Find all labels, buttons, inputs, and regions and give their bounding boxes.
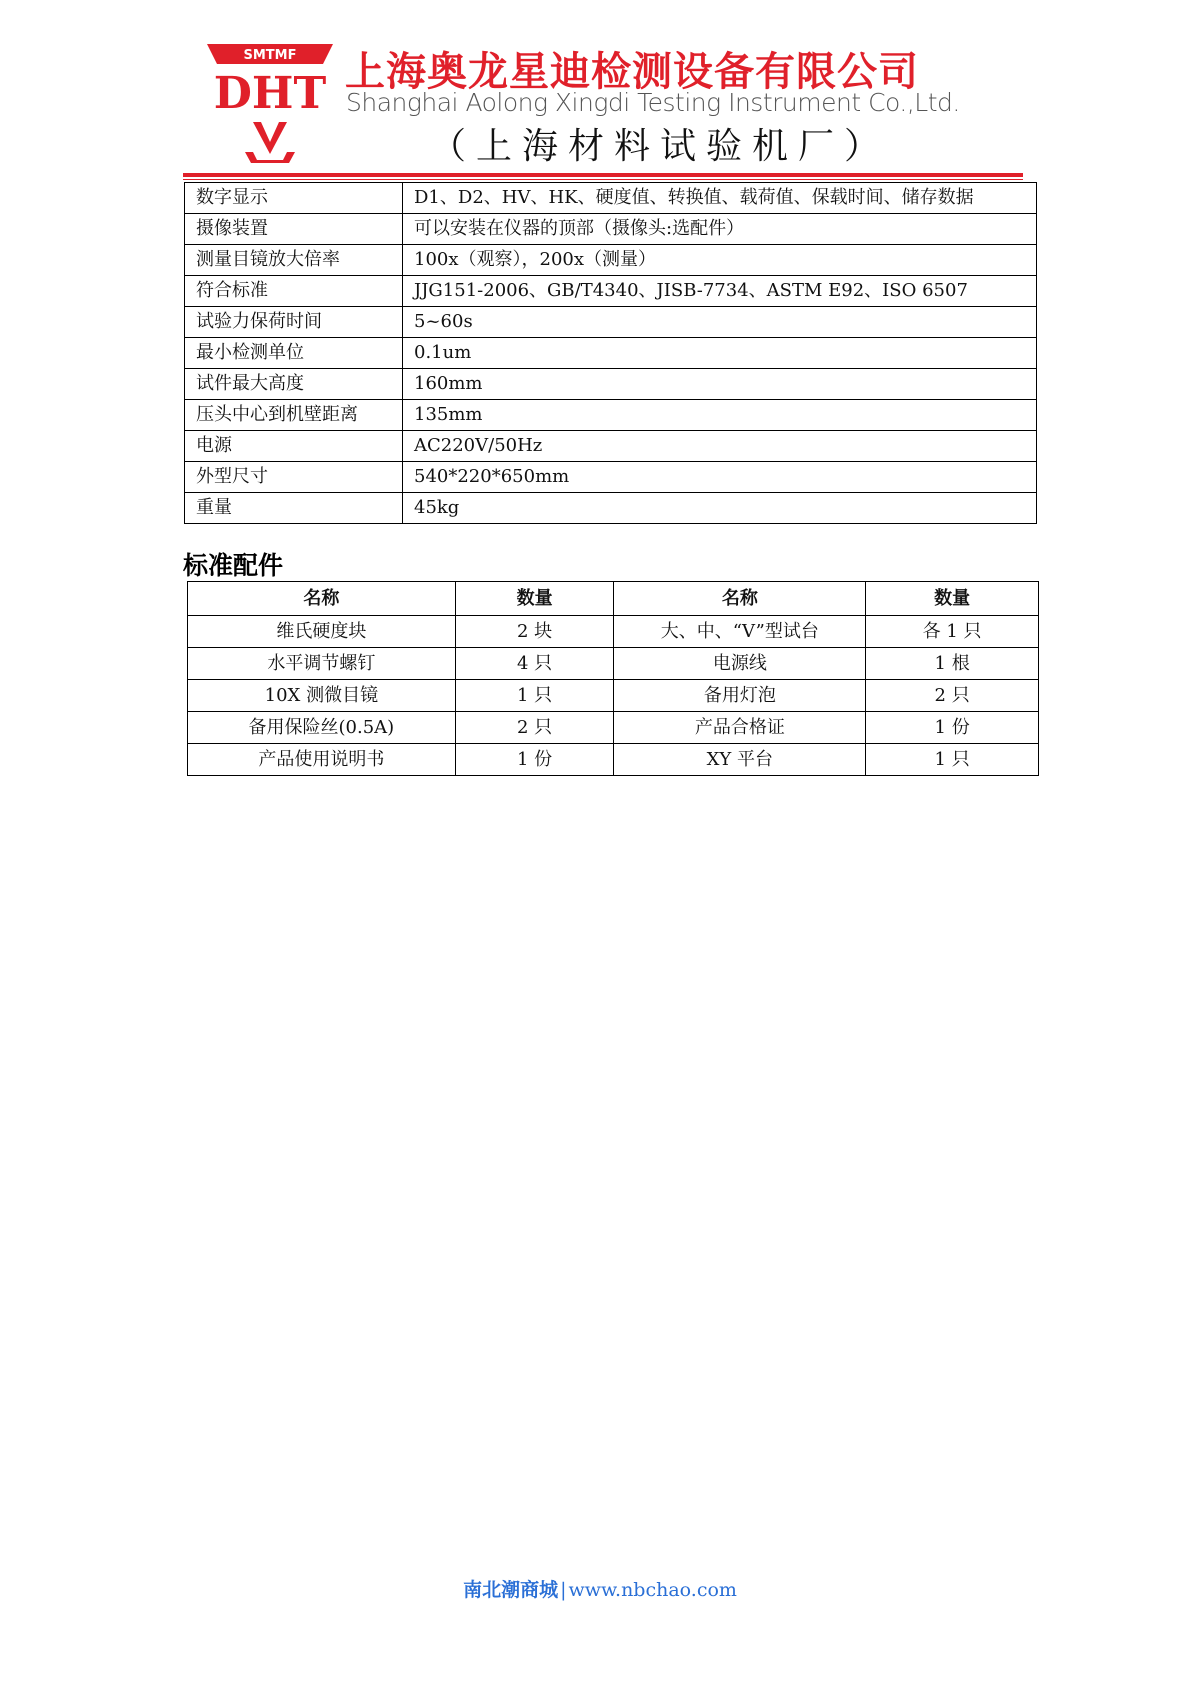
table-cell: 维氏硬度块 <box>188 616 456 648</box>
table-cell: 1 只 <box>455 680 614 712</box>
accessories-table <box>187 581 1039 776</box>
table-cell: 1 份 <box>455 744 614 776</box>
table-cell: XY 平台 <box>614 744 866 776</box>
spec-value: D1、D2、HV、HK、硬度值、转换值、载荷值、保载时间、储存数据 <box>403 183 1037 214</box>
table-row <box>188 712 1039 744</box>
table-row <box>185 369 1037 400</box>
spec-key: 测量目镜放大倍率 <box>185 245 403 276</box>
table-cell: 各 1 只 <box>866 616 1039 648</box>
spec-table <box>184 182 1037 524</box>
logo-top-text: SMTMF <box>243 48 297 63</box>
spec-value: 可以安装在仪器的顶部（摄像头:选配件） <box>403 214 1037 245</box>
table-row <box>185 214 1037 245</box>
spec-value: AC220V/50Hz <box>403 431 1037 462</box>
spec-key: 试验力保荷时间 <box>185 307 403 338</box>
spec-value: 540*220*650mm <box>403 462 1037 493</box>
spec-value: 45kg <box>403 493 1037 524</box>
footer-separator: | <box>560 1579 567 1601</box>
table-row <box>188 616 1039 648</box>
factory-name: （上海材料试验机厂） <box>430 126 891 167</box>
spec-key: 摄像装置 <box>185 214 403 245</box>
spec-value: 5~60s <box>403 307 1037 338</box>
spec-key: 数字显示 <box>185 183 403 214</box>
table-row <box>185 307 1037 338</box>
letterhead <box>0 0 1200 190</box>
spec-value: 100x（观察），200x（测量） <box>403 245 1037 276</box>
table-row <box>185 276 1037 307</box>
table-cell: 2 块 <box>455 616 614 648</box>
table-cell: 4 只 <box>455 648 614 680</box>
table-cell: 产品使用说明书 <box>188 744 456 776</box>
table-cell: 1 只 <box>866 744 1039 776</box>
table-cell: 10X 测微目镜 <box>188 680 456 712</box>
header-divider <box>183 173 1023 177</box>
spec-key: 重量 <box>185 493 403 524</box>
page-footer <box>0 1575 1200 1602</box>
table-row <box>188 744 1039 776</box>
spec-key: 试件最大高度 <box>185 369 403 400</box>
spec-key: 电源 <box>185 431 403 462</box>
table-cell: 水平调节螺钉 <box>188 648 456 680</box>
header-divider-thin <box>183 179 1023 180</box>
table-row <box>185 431 1037 462</box>
column-header: 数量 <box>866 582 1039 616</box>
spec-value: 0.1um <box>403 338 1037 369</box>
table-cell: 1 根 <box>866 648 1039 680</box>
company-logo <box>205 42 335 164</box>
column-header: 数量 <box>455 582 614 616</box>
column-header: 名称 <box>188 582 456 616</box>
table-cell: 2 只 <box>866 680 1039 712</box>
company-name-en: Shanghai Aolong Xingdi Testing Instrument Co.,Ltd. <box>346 88 960 117</box>
table-row <box>185 338 1037 369</box>
spec-key: 外型尺寸 <box>185 462 403 493</box>
table-row <box>185 493 1037 524</box>
spec-value: 135mm <box>403 400 1037 431</box>
spec-value: JJG151-2006、GB/T4340、JISB-7734、ASTM E92、ISO 6507 <box>403 276 1037 307</box>
column-header: 名称 <box>614 582 866 616</box>
table-header-row <box>188 582 1039 616</box>
table-row <box>188 680 1039 712</box>
logo-main-text: DHT <box>213 68 327 119</box>
footer-url-link[interactable]: www.nbchao.com <box>568 1579 737 1601</box>
spec-value: 160mm <box>403 369 1037 400</box>
table-row <box>185 400 1037 431</box>
table-row <box>188 648 1039 680</box>
table-row <box>185 245 1037 276</box>
table-row <box>185 183 1037 214</box>
accessories-title: 标准配件 <box>183 551 284 580</box>
table-cell: 大、中、“V”型试台 <box>614 616 866 648</box>
table-cell: 产品合格证 <box>614 712 866 744</box>
spec-key: 压头中心到机壁距离 <box>185 400 403 431</box>
table-cell: 备用保险丝(0.5A) <box>188 712 456 744</box>
spec-key: 最小检测单位 <box>185 338 403 369</box>
table-cell: 电源线 <box>614 648 866 680</box>
table-row <box>185 462 1037 493</box>
table-cell: 备用灯泡 <box>614 680 866 712</box>
spec-key: 符合标准 <box>185 276 403 307</box>
footer-site-name[interactable]: 南北潮商城 <box>463 1579 559 1601</box>
company-name-cn: 上海奥龙星迪检测设备有限公司 <box>345 49 919 95</box>
table-cell: 2 只 <box>455 712 614 744</box>
table-cell: 1 份 <box>866 712 1039 744</box>
